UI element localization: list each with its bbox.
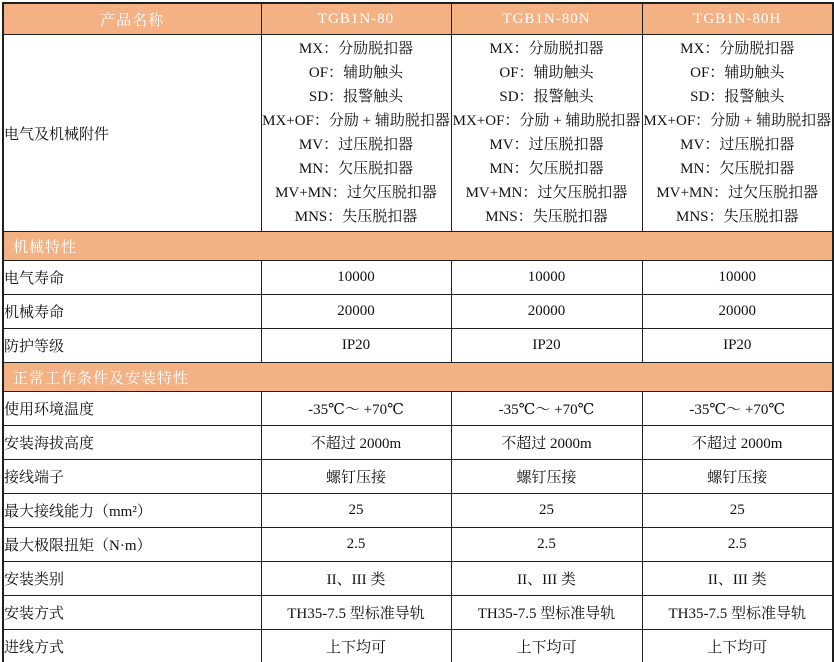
row-label: 接线端子 [3,460,261,494]
row-value: 20000 [642,295,833,329]
accessory-line: MV+MN：过欠压脱扣器 [656,185,819,201]
accessories-row [3,35,833,232]
row-label: 安装类别 [3,562,261,596]
row-label: 防护等级 [3,329,261,363]
table-row [3,261,833,295]
row-value: 25 [451,494,642,528]
row-value: 螺钉压接 [642,460,833,494]
table-header-row [3,3,833,35]
accessory-line: MN：欠压脱扣器 [489,161,604,177]
accessory-line: MN：欠压脱扣器 [298,161,414,177]
row-value: 2.5 [642,528,833,562]
accessory-line: SD：报警触头 [499,89,594,105]
row-value: 不超过 2000m [451,426,642,460]
accessory-line: MNS：失压脱扣器 [294,209,418,225]
row-value: 10000 [642,261,833,295]
accessory-line: MV：过压脱扣器 [489,137,604,153]
row-label: 进线方式 [3,630,261,662]
accessory-line: SD：报警触头 [308,89,404,105]
row-label: 最大极限扭矩（N·m） [3,528,261,562]
accessory-line: MX+OF：分励 + 辅助脱扣器 [262,113,450,129]
row-value: 20000 [261,295,451,329]
row-value: 25 [642,494,833,528]
section-header-mechanical [3,232,833,261]
table-row [3,528,833,562]
row-value: 10000 [451,261,642,295]
accessory-line: MX：分励脱扣器 [680,41,795,57]
accessories-cell-model-2 [451,35,642,232]
accessories-row-label: 电气及机械附件 [3,35,261,232]
row-value: 25 [261,494,451,528]
row-value: 螺钉压接 [451,460,642,494]
accessory-line: MN：欠压脱扣器 [680,161,795,177]
accessory-line: MV+MN：过欠压脱扣器 [275,185,437,201]
row-value: -35℃～ +70℃ [642,392,833,426]
accessory-line: SD：报警触头 [690,89,785,105]
row-value: 不超过 2000m [261,426,451,460]
row-value: 上下均可 [261,630,451,662]
section-title: 机械特性 [3,232,833,261]
product-spec-table [2,2,834,662]
accessory-line: MX+OF：分励 + 辅助脱扣器 [643,113,832,129]
accessory-line: OF：辅助触头 [499,65,594,81]
row-value: 20000 [451,295,642,329]
col-header-model-tgb1n-80: TGB1N-80 [261,3,451,35]
row-value: TH35-7.5 型标准导轨 [642,596,833,630]
accessory-line: MX：分励脱扣器 [298,41,414,57]
row-label: 最大接线能力（mm²） [3,494,261,528]
row-label: 安装方式 [3,596,261,630]
row-value: IP20 [261,329,451,363]
accessory-line: MX+OF：分励 + 辅助脱扣器 [452,113,641,129]
row-value: 10000 [261,261,451,295]
accessory-line: MV：过压脱扣器 [680,137,795,153]
accessory-line: MNS：失压脱扣器 [675,209,799,225]
table-row [3,596,833,630]
accessory-line: OF：辅助触头 [690,65,785,81]
section-title: 正常工作条件及安装特性 [3,363,833,392]
accessory-line: MX：分励脱扣器 [489,41,604,57]
table-row [3,426,833,460]
row-value: -35℃～ +70℃ [261,392,451,426]
accessories-cell-model-3 [642,35,833,232]
table-row [3,329,833,363]
accessory-line: MV+MN：过欠压脱扣器 [465,185,628,201]
accessory-line: OF：辅助触头 [308,65,404,81]
row-label: 机械寿命 [3,295,261,329]
row-label: 安装海拔高度 [3,426,261,460]
table-row [3,460,833,494]
row-value: TH35-7.5 型标准导轨 [261,596,451,630]
table-row [3,392,833,426]
col-header-product-name: 产品名称 [3,3,261,35]
row-value: TH35-7.5 型标准导轨 [451,596,642,630]
section-header-operating-conditions [3,363,833,392]
row-value: 2.5 [451,528,642,562]
row-value: II、III 类 [451,562,642,596]
col-header-model-tgb1n-80h: TGB1N-80H [642,3,833,35]
row-value: 上下均可 [451,630,642,662]
table-row [3,295,833,329]
table-row [3,630,833,662]
row-value: II、III 类 [261,562,451,596]
col-header-model-tgb1n-80n: TGB1N-80N [451,3,642,35]
row-value: 不超过 2000m [642,426,833,460]
row-value: 2.5 [261,528,451,562]
row-value: 上下均可 [642,630,833,662]
table-row [3,494,833,528]
row-value: II、III 类 [642,562,833,596]
row-value: 螺钉压接 [261,460,451,494]
accessories-cell-model-1 [261,35,451,232]
row-value: IP20 [642,329,833,363]
row-value: -35℃～ +70℃ [451,392,642,426]
accessory-line: MNS：失压脱扣器 [485,209,608,225]
table-row [3,562,833,596]
row-label: 电气寿命 [3,261,261,295]
row-label: 使用环境温度 [3,392,261,426]
row-value: IP20 [451,329,642,363]
accessory-line: MV：过压脱扣器 [298,137,414,153]
